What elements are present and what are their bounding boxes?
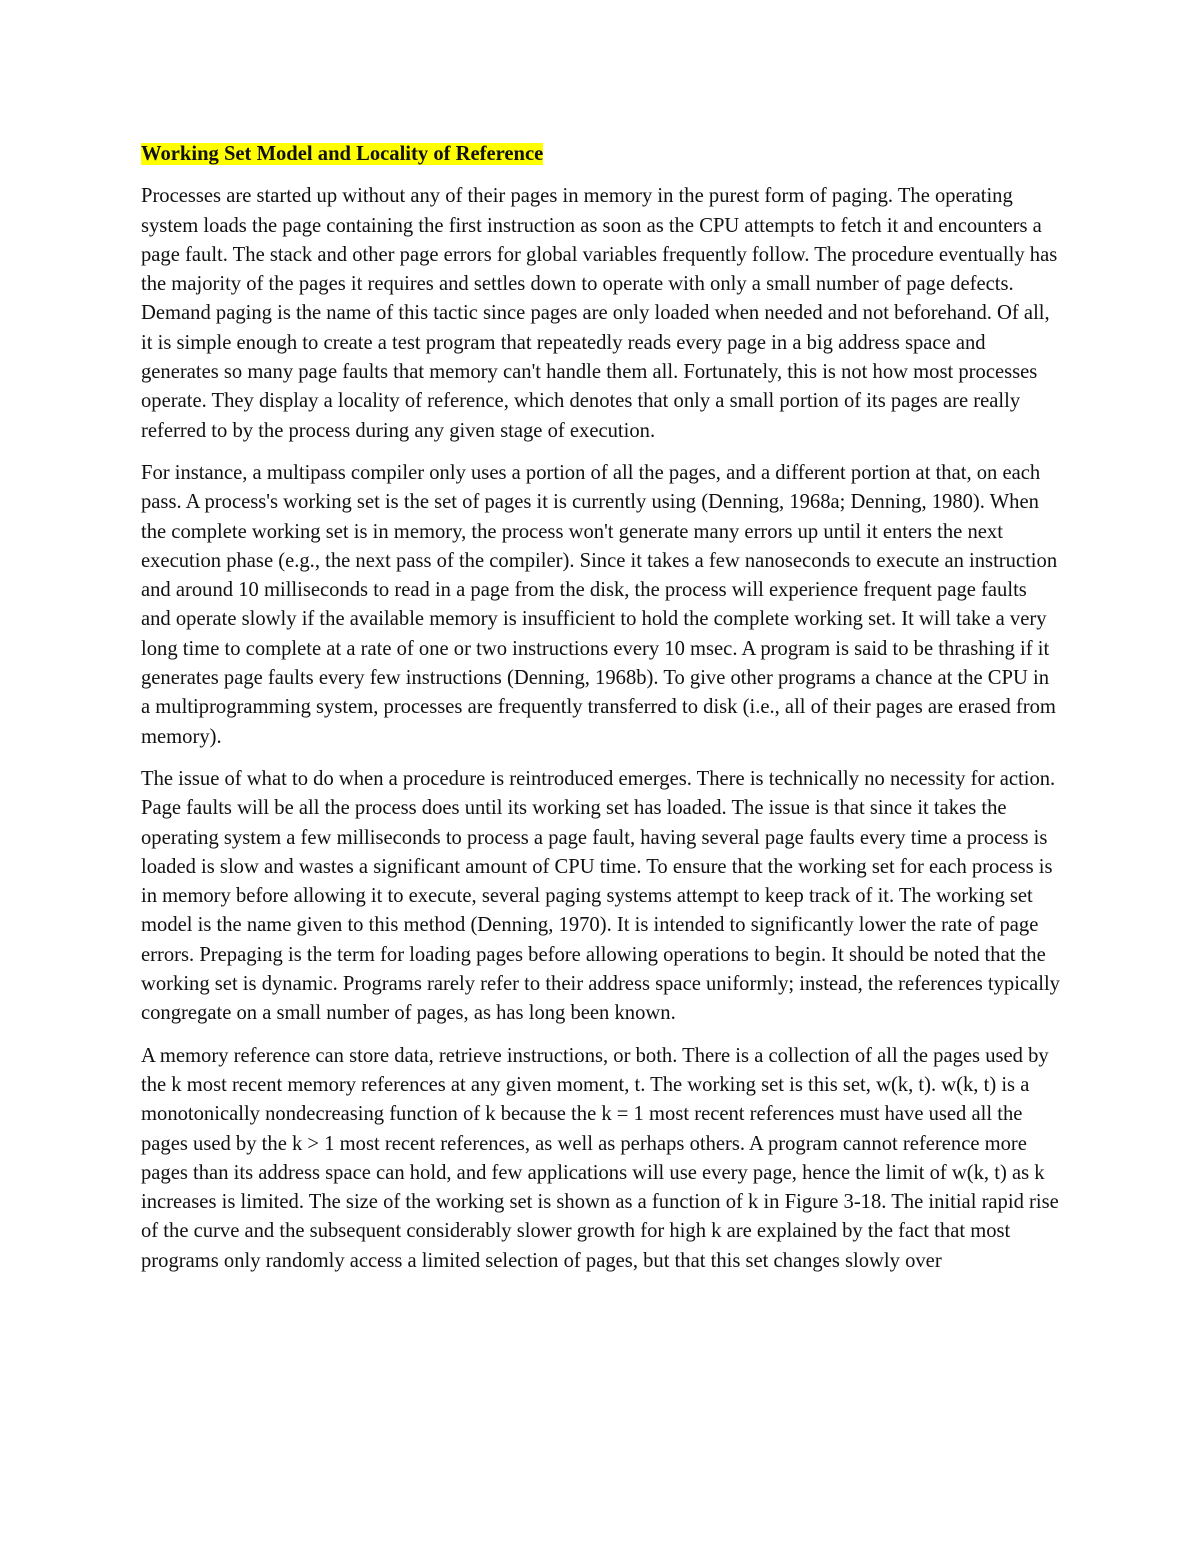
document-title-text: Working Set Model and Locality of Reference (141, 143, 544, 165)
document-body (141, 140, 1061, 1289)
document-title (141, 140, 1061, 169)
paragraph-4: A memory reference can store data, retrieve instructions, or both. There is a collection of all the pages used by the k most recent memory references at any given moment, t. The working set is this set, w(k, t). w(k, t) is a monotonically nondecreasing function of k because the k = 1 most recent references must have used all the pages used by the k > 1 most recent references, as well as perhaps others. A program cannot reference more pages than its address space can hold, and few applications will use every page, hence the limit of w(k, t) as k increases is limited. The size of the working set is shown as a function of k in Figure 3-18. The initial rapid rise of the curve and the subsequent considerably slower growth for high k are explained by the fact that most programs only randomly access a limited selection of pages, but that this set changes slowly over (141, 1044, 1059, 1272)
paragraph-3: The issue of what to do when a procedure is reintroduced emerges. There is technically no necessity for action. Page faults will be all the process does until its working set has loaded. The issue is that since it takes the operating system a few milliseconds to process a page fault, having several page faults every time a process is loaded is slow and wastes a significant amount of CPU time. To ensure that the working set for each process is in memory before allowing it to execute, several paging systems attempt to keep track of it. The working set model is the name given to this method (Denning, 1970). It is intended to significantly lower the rate of page errors. Prepaging is the term for loading pages before allowing operations to begin. It should be noted that the working set is dynamic. Programs rarely refer to their address space uniformly; instead, the references typically congregate on a small number of pages, as has long been known. (141, 767, 1060, 1025)
paragraph-1: Processes are started up without any of their pages in memory in the purest form of paging. The operating system loads the page containing the first instruction as soon as the CPU attempts to fetch it and encounters a page fault. The stack and other page errors for global variables frequently follow. The procedure eventually has the majority of the pages it requires and settles down to operate with only a small number of page defects. Demand paging is the name of this tactic since pages are only loaded when needed and not beforehand. Of all, it is simple enough to create a test program that repeatedly reads every page in a big address space and generates so many page faults that memory can't handle them all. Fortunately, this is not how most processes operate. They display a locality of reference, which denotes that only a small portion of its pages are really referred to by the process during any given stage of execution. (141, 185, 1058, 442)
paragraph-2: For instance, a multipass compiler only uses a portion of all the pages, and a different portion at that, on each pass. A process's working set is the set of pages it is currently using (Denning, 1968a; Denning, 1980). When the complete working set is in memory, the process won't generate many errors up until it enters the next execution phase (e.g., the next pass of the compiler). Since it takes a few nanoseconds to execute an instruction and around 10 milliseconds to read in a page from the disk, the process will experience frequent page faults and operate slowly if the available memory is insufficient to hold the complete working set. It will take a very long time to complete at a rate of one or two instructions every 10 msec. A program is said to be thrashing if it generates page faults every few instructions (Denning, 1968b). To give other programs a chance at the CPU in a multiprogramming system, processes are frequently transferred to disk (i.e., all of their pages are erased from memory). (141, 461, 1058, 748)
